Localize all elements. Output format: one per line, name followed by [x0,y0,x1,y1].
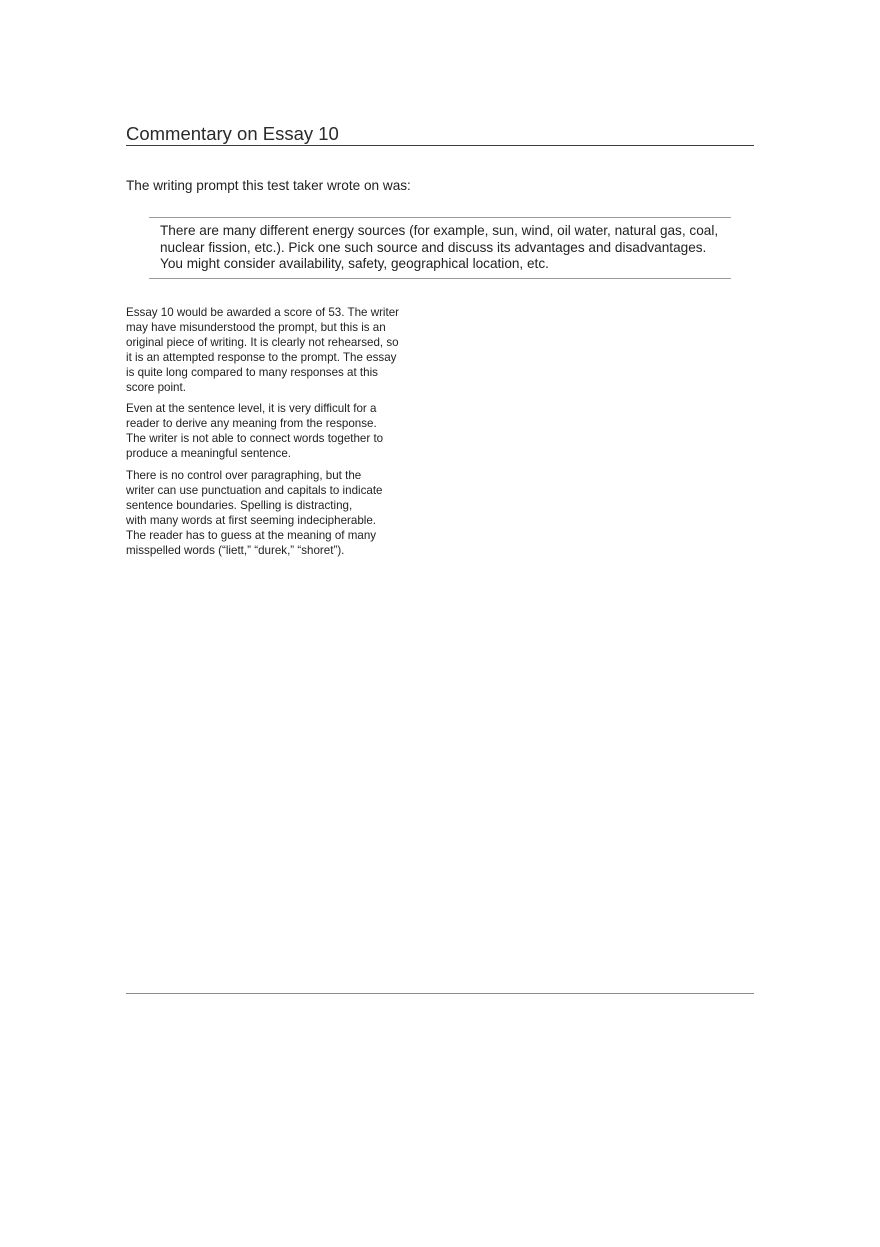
paragraph-line: The reader has to guess at the meaning of many [126,528,377,542]
paragraph-line: Essay 10 would be awarded a score of 53. The writer [126,306,400,319]
paragraph-line: reader to derive any meaning from the response. [126,417,377,431]
intro-text: The writing prompt this test taker wrote on was: [126,178,411,193]
paragraph-line: writer can use punctuation and capitals to indicate [126,483,383,497]
prompt-line: nuclear fission, etc.). Pick one such source and discuss its advantages and disadvantages. [160,239,707,255]
paragraph-line: may have misunderstood the prompt, but this is an [126,320,386,334]
paragraph-line: score point. [126,380,186,394]
paragraph-line: it is an attempted response to the prompt. The essay [126,350,397,364]
commentary-column [126,306,446,566]
paragraph-line: There is no control over paragraphing, but the [126,469,362,483]
paragraph-line: Even at the sentence level, it is very difficult for a [126,402,377,416]
page-title: Commentary on Essay 10 [126,123,339,144]
prompt-line: You might consider availability, safety, geographical location, etc. [160,256,549,271]
paragraph-line: sentence boundaries. Spelling is distracting, [126,498,353,512]
prompt-line: There are many different energy sources (for example, sun, wind, oil water, natural gas, coal, [160,223,719,238]
commentary-paragraph-score [126,306,446,395]
paragraph-line: produce a meaningful sentence. [126,447,292,461]
commentary-paragraph-sentence-level [126,402,446,462]
writing-prompt-box [149,217,731,279]
commentary-paragraph-mechanics [126,469,446,558]
paragraph-line: is quite long compared to many responses at this [126,365,378,379]
paragraph-line: misspelled words (“liett,” “durek,” “shoret”). [126,543,345,557]
paragraph-line: original piece of writing. It is clearly not rehearsed, so [126,335,399,349]
title-rule [126,145,754,146]
footer-rule [126,993,754,994]
paragraph-line: with many words at first seeming indecipherable. [126,513,377,527]
paragraph-line: The writer is not able to connect words together to [126,432,384,446]
